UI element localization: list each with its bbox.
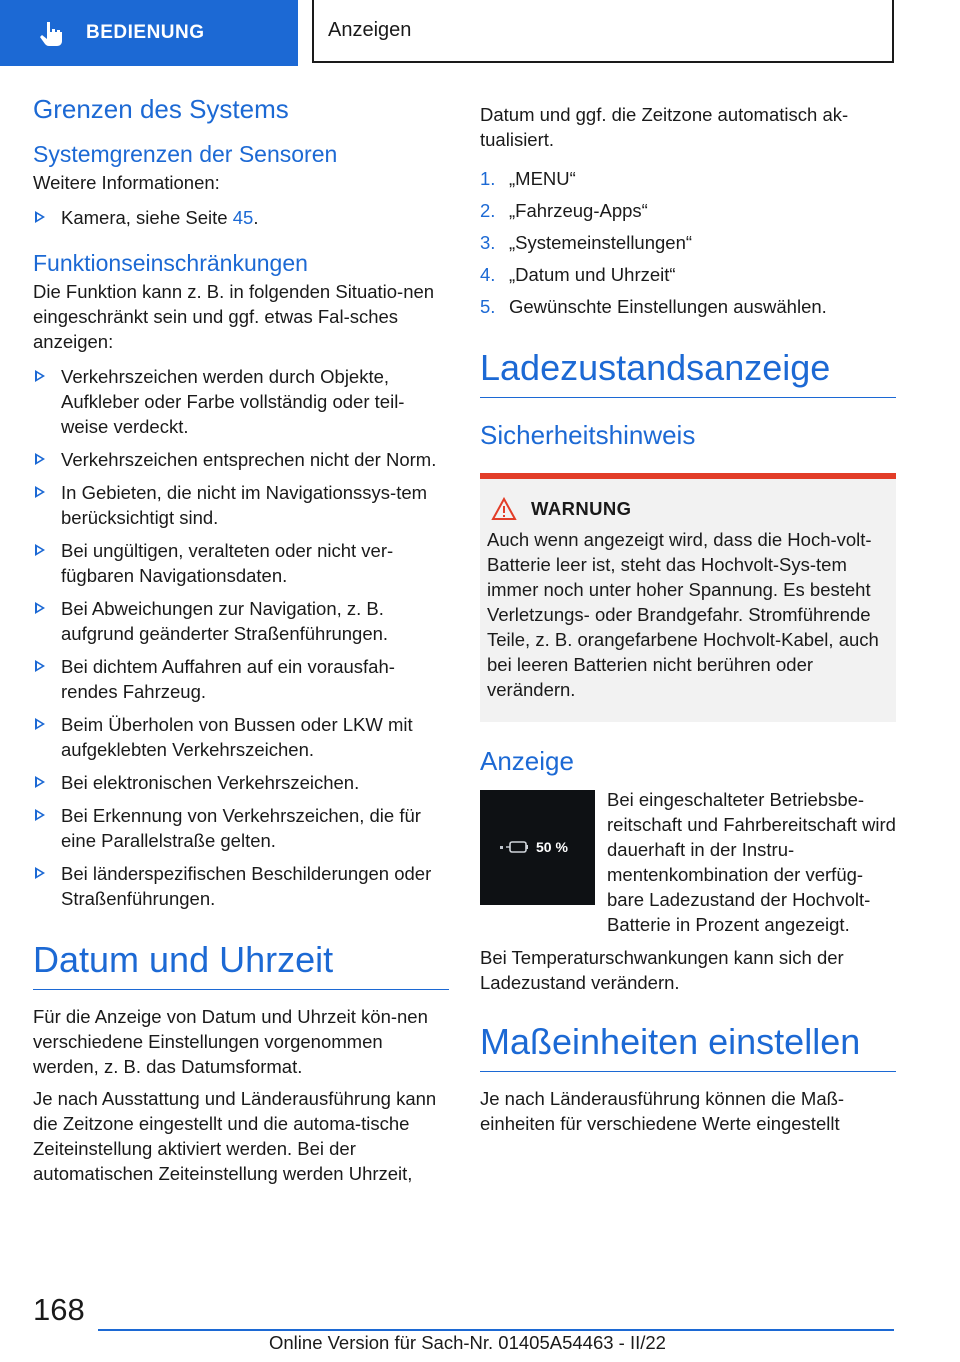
list-item: In Gebieten, die nicht im Navigationssys-tem berücksichtigt sind. xyxy=(33,480,449,530)
list-item: Bei dichtem Auffahren auf ein vorausfah-rendes Fahrzeug. xyxy=(33,654,449,704)
chapter-header xyxy=(312,0,894,63)
triangle-bullet-icon xyxy=(35,718,45,730)
heading-datum: Datum und Uhrzeit xyxy=(33,939,449,990)
funktion-intro: Die Funktion kann z. B. in folgenden Situatio-nen eingeschränkt sein und ggf. etwas Fal-sches anzeigen: xyxy=(33,281,435,352)
list-item: Bei Abweichungen zur Navigation, z. B. aufgrund geänderter Straßenführungen. xyxy=(33,596,449,646)
heading-sensoren: Systemgrenzen der Sensoren xyxy=(33,141,338,167)
display-section xyxy=(480,787,896,937)
list-item: Bei ungültigen, veralteten oder nicht ver-fügbaren Navigationsdaten. xyxy=(33,538,449,588)
list-item: Bei länderspezifischen Beschilderungen oder Straßenführungen. xyxy=(33,861,449,911)
warning-header xyxy=(487,497,889,521)
step-number: 3. xyxy=(480,232,496,253)
heading-ladezustand: Ladezustandsanzeige xyxy=(480,347,896,398)
triangle-bullet-icon xyxy=(35,809,45,821)
footer-divider xyxy=(98,1329,894,1331)
plug-dot-icon xyxy=(500,846,503,849)
list-item: Verkehrszeichen werden durch Objekte, Aufkleber oder Farbe vollständig oder teil-weise verdeckt. xyxy=(33,364,449,439)
steps-list xyxy=(480,166,896,319)
step-number: 2. xyxy=(480,200,496,221)
step-item: 3. „Systemeinstellungen“ xyxy=(480,232,693,253)
datum-paragraph-1: Für die Anzeige von Datum und Uhrzeit kön-nen verschiedene Einstellungen vorgenommen werden, z. B. das Datumsformat. xyxy=(33,1006,428,1077)
triangle-bullet-icon xyxy=(35,776,45,788)
warning-label: WARNUNG xyxy=(531,498,632,519)
triangle-bullet-icon xyxy=(35,544,45,556)
triangle-bullet-icon xyxy=(35,867,45,879)
masse-paragraph-1: Je nach Länderausführung können die Maß-einheiten für verschiedene Werte eingestellt xyxy=(480,1088,845,1134)
list-item: Verkehrszeichen entsprechen nicht der Norm. xyxy=(33,447,449,472)
datum-paragraph-2: Je nach Ausstattung und Länderausführung kann die Zeitzone eingestellt und die automa-tische Zeiteinstellung aktiviert werden. Bei der automatischen Zeiteinstellung werden Uhrzeit, xyxy=(33,1088,437,1184)
anzeige-text: Bei eingeschalteter Betriebsbe-reitschaft und Fahrbereitschaft wird dauerhaft in der Instru-mentenkombination der verfüg-bare Ladezustand der Hochvolt-Batterie in Prozent angezeigt. xyxy=(607,789,896,935)
triangle-bullet-icon xyxy=(35,211,45,223)
section-tab-label: BEDIENUNG xyxy=(86,22,205,43)
triangle-bullet-icon xyxy=(35,602,45,614)
triangle-bullet-icon xyxy=(35,370,45,382)
heading-grenzen: Grenzen des Systems xyxy=(33,94,289,124)
warning-triangle-icon xyxy=(491,497,517,521)
step-number: 5. xyxy=(480,296,496,317)
heading-masseinheiten: Maßeinheiten einstellen xyxy=(480,1021,896,1072)
heading-anzeige: Anzeige xyxy=(480,746,574,776)
section-tab[interactable] xyxy=(0,0,298,66)
info-intro: Weitere Informationen: xyxy=(33,172,220,193)
list-item: Beim Überholen von Bussen oder LKW mit aufgeklebten Verkehrszeichen. xyxy=(33,712,449,762)
heading-sicherheit: Sicherheitshinweis xyxy=(480,420,696,450)
triangle-bullet-icon xyxy=(35,660,45,672)
triangle-bullet-icon xyxy=(35,486,45,498)
limitations-list xyxy=(33,364,449,911)
step-item: 4. „Datum und Uhrzeit“ xyxy=(480,264,676,285)
chapter-title: Anzeigen xyxy=(328,19,412,41)
list-item: Kamera, siehe Seite 45. xyxy=(33,205,449,230)
left-column xyxy=(33,94,449,1186)
step-number: 4. xyxy=(480,264,496,285)
battery-plug-icon xyxy=(506,838,530,856)
list-item: Bei elektronischen Verkehrszeichen. xyxy=(33,770,449,795)
step-item: 2. „Fahrzeug-Apps“ xyxy=(480,200,648,221)
warning-box xyxy=(480,473,896,722)
heading-funktion: Funktionseinschränkungen xyxy=(33,250,308,276)
charge-display-image xyxy=(480,790,595,905)
page-link[interactable]: 45 xyxy=(232,207,254,228)
step-number: 1. xyxy=(480,168,496,189)
anzeige-paragraph-2: Bei Temperaturschwankungen kann sich der Ladezustand verändern. xyxy=(480,947,844,993)
page-number: 168 xyxy=(33,1292,85,1327)
step-item: 1. „MENU“ xyxy=(480,168,576,189)
warning-text: Auch wenn angezeigt wird, dass die Hoch-volt-Batterie leer ist, steht das Hochvolt-Sys-tem immer noch unter hoher Spannung. Es besteht Verletzungs- oder Brandgefahr. Stromführende Teile, z. B. orangefarbene Hochvolt-Kabel, auch bei leeren Batterien nicht berühren oder verändern. xyxy=(487,529,879,700)
triangle-bullet-icon xyxy=(35,453,45,465)
hand-pointer-icon xyxy=(38,19,66,47)
step-item: 5. Gewünschte Einstellungen auswählen. xyxy=(480,296,827,317)
online-version-text: Online Version für Sach-Nr. 01405A54463 - II/22 xyxy=(269,1332,666,1353)
datum-continuation: Datum und ggf. die Zeitzone automatisch ak-tualisiert. xyxy=(480,104,849,150)
charge-percentage: 50 % xyxy=(536,839,568,855)
info-list xyxy=(33,205,449,230)
list-item: Bei Erkennung von Verkehrszeichen, die für eine Parallelstraße gelten. xyxy=(33,803,449,853)
right-column xyxy=(480,94,896,1136)
